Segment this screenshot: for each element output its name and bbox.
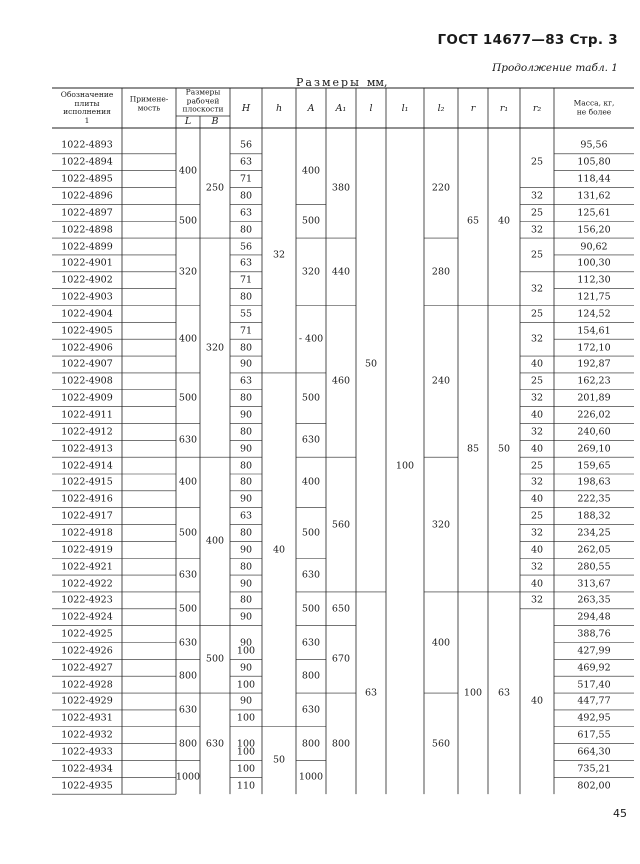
header-applicability: Примене- мость bbox=[129, 94, 169, 112]
merged-A: 1000 bbox=[298, 771, 324, 783]
merged-A: 630 bbox=[301, 704, 321, 716]
row-designation: 1022-4933 bbox=[61, 746, 113, 758]
row-H: 80 bbox=[239, 594, 253, 606]
row-designation: 1022-4899 bbox=[61, 241, 113, 253]
merged-L: 1000 bbox=[175, 771, 201, 783]
merged-A: 630 bbox=[301, 434, 321, 446]
row-designation: 1022-4901 bbox=[61, 257, 113, 269]
row-designation: 1022-4895 bbox=[61, 173, 113, 185]
row-H: 80 bbox=[239, 426, 253, 438]
row-H: 55 bbox=[239, 308, 253, 320]
merged-r1: 50 bbox=[497, 443, 511, 455]
merged-A1: 800 bbox=[331, 738, 351, 750]
row-H: 63 bbox=[239, 257, 253, 269]
row-designation: 1022-4908 bbox=[61, 375, 113, 387]
row-H: 63 bbox=[239, 375, 253, 387]
row-mass: 172,10 bbox=[577, 342, 611, 354]
row-mass: 222,35 bbox=[577, 493, 611, 505]
row-H: 90 bbox=[239, 358, 253, 370]
merged-l2: 240 bbox=[431, 375, 451, 387]
merged-l: 63 bbox=[364, 687, 378, 699]
row-designation: 1022-4912 bbox=[61, 426, 113, 438]
row-mass: 201,89 bbox=[577, 392, 611, 404]
merged-L: 500 bbox=[178, 603, 198, 615]
row-H: 100 bbox=[236, 712, 256, 724]
merged-L: 400 bbox=[178, 165, 198, 177]
row-designation: 1022-4921 bbox=[61, 561, 113, 573]
row-mass: 427,99 bbox=[577, 645, 611, 657]
row-H: 80 bbox=[239, 460, 253, 472]
row-H: 90 bbox=[239, 662, 253, 674]
merged-l: 50 bbox=[364, 358, 378, 370]
row-mass: 118,44 bbox=[577, 173, 611, 185]
row-designation: 1022-4924 bbox=[61, 611, 113, 623]
row-mass: 125,61 bbox=[577, 207, 611, 219]
merged-r2: 40 bbox=[530, 443, 544, 455]
row-H: 80 bbox=[239, 224, 253, 236]
row-designation: 1022-4919 bbox=[61, 544, 113, 556]
header-A1: A₁ bbox=[335, 102, 347, 114]
row-designation: 1022-4897 bbox=[61, 207, 113, 219]
merged-r2: 25 bbox=[530, 510, 544, 522]
merged-r2: 25 bbox=[530, 207, 544, 219]
row-designation: 1022-4915 bbox=[61, 476, 113, 488]
merged-A1: 670 bbox=[331, 653, 351, 665]
merged-H: 100 bbox=[236, 738, 256, 750]
merged-L: 630 bbox=[178, 569, 198, 581]
row-designation: 1022-4913 bbox=[61, 443, 113, 455]
row-mass: 492,95 bbox=[577, 712, 611, 724]
row-designation: 1022-4931 bbox=[61, 712, 113, 724]
merged-h: 50 bbox=[272, 754, 286, 766]
merged-A: 400 bbox=[301, 476, 321, 488]
row-designation: 1022-4909 bbox=[61, 392, 113, 404]
merged-r1: 40 bbox=[497, 215, 511, 227]
merged-A: 500 bbox=[301, 215, 321, 227]
row-designation: 1022-4923 bbox=[61, 594, 113, 606]
row-H: 90 bbox=[239, 611, 253, 623]
row-H: 90 bbox=[239, 443, 253, 455]
merged-r2: 40 bbox=[530, 358, 544, 370]
merged-L: 400 bbox=[178, 333, 198, 345]
row-mass: 388,76 bbox=[577, 628, 611, 640]
row-mass: 156,20 bbox=[577, 224, 611, 236]
row-mass: 447,77 bbox=[577, 695, 611, 707]
merged-A1: 380 bbox=[331, 182, 351, 194]
row-designation: 1022-4894 bbox=[61, 156, 113, 168]
merged-r2: 25 bbox=[530, 249, 544, 261]
row-mass: 469,92 bbox=[577, 662, 611, 674]
merged-A: 500 bbox=[301, 603, 321, 615]
header-l1: l₁ bbox=[401, 102, 409, 114]
merged-r2: 25 bbox=[530, 156, 544, 168]
row-H: 80 bbox=[239, 561, 253, 573]
table-caption: Размеры мм, bbox=[296, 76, 390, 89]
row-H: 80 bbox=[239, 527, 253, 539]
merged-r: 65 bbox=[466, 215, 480, 227]
row-mass: 121,75 bbox=[577, 291, 611, 303]
row-H: 80 bbox=[239, 392, 253, 404]
merged-H: 90 bbox=[239, 637, 253, 648]
merged-B: 400 bbox=[205, 535, 225, 547]
merged-l2: 400 bbox=[431, 637, 451, 648]
row-mass: 664,30 bbox=[577, 746, 611, 758]
row-designation: 1022-4935 bbox=[61, 780, 113, 792]
merged-B: 500 bbox=[205, 653, 225, 665]
row-H: 90 bbox=[239, 409, 253, 421]
row-H: 80 bbox=[239, 476, 253, 488]
merged-r2: 32 bbox=[530, 561, 544, 573]
row-mass: 294,48 bbox=[577, 611, 611, 623]
continuation-label: Продолжение табл. 1 bbox=[492, 62, 618, 74]
row-H: 71 bbox=[239, 173, 253, 185]
merged-r2: 32 bbox=[530, 527, 544, 539]
row-mass: 154,61 bbox=[577, 325, 611, 337]
row-H: 63 bbox=[239, 156, 253, 168]
row-mass: 100,30 bbox=[577, 257, 611, 269]
row-mass: 226,02 bbox=[577, 409, 611, 421]
merged-r2: 32 bbox=[530, 224, 544, 236]
row-H: 100 bbox=[236, 746, 256, 758]
row-mass: 234,25 bbox=[577, 527, 611, 539]
row-designation: 1022-4927 bbox=[61, 662, 113, 674]
merged-L: 500 bbox=[178, 392, 198, 404]
merged-h: 40 bbox=[272, 544, 286, 556]
merged-r2: 32 bbox=[530, 426, 544, 438]
merged-r2: 32 bbox=[530, 594, 544, 606]
row-H: 56 bbox=[239, 139, 253, 151]
merged-r2: 40 bbox=[530, 409, 544, 421]
row-H: 63 bbox=[239, 207, 253, 219]
merged-A1: 560 bbox=[331, 519, 351, 531]
row-designation: 1022-4911 bbox=[61, 409, 113, 421]
merged-A: 630 bbox=[301, 569, 321, 581]
merged-r2: 32 bbox=[530, 476, 544, 488]
merged-L: 630 bbox=[178, 637, 198, 648]
merged-A: 630 bbox=[301, 637, 321, 648]
merged-A: 800 bbox=[301, 670, 321, 682]
row-mass: 802,00 bbox=[577, 780, 611, 792]
row-mass: 90,62 bbox=[580, 241, 608, 253]
row-mass: 313,67 bbox=[577, 578, 611, 590]
merged-h: 32 bbox=[272, 249, 286, 261]
row-designation: 1022-4917 bbox=[61, 510, 113, 522]
merged-r2: 40 bbox=[530, 578, 544, 590]
merged-B: 320 bbox=[205, 342, 225, 354]
header-L: L bbox=[184, 115, 192, 127]
merged-l2: 320 bbox=[431, 519, 451, 531]
header-r1: r₁ bbox=[499, 102, 509, 114]
merged-l2: 220 bbox=[431, 182, 451, 194]
page-number: 45 bbox=[613, 807, 627, 820]
merged-L: 800 bbox=[178, 670, 198, 682]
merged-r2: 32 bbox=[530, 392, 544, 404]
row-H: 90 bbox=[239, 493, 253, 505]
row-H: 90 bbox=[239, 695, 253, 707]
row-H: 80 bbox=[239, 291, 253, 303]
merged-A1: 650 bbox=[331, 603, 351, 615]
merged-L: 630 bbox=[178, 704, 198, 716]
merged-r2: 40 bbox=[530, 544, 544, 556]
row-mass: 124,52 bbox=[577, 308, 611, 320]
row-H: 100 bbox=[236, 679, 256, 691]
merged-r: 100 bbox=[463, 687, 483, 699]
row-mass: 263,35 bbox=[577, 594, 611, 606]
header-l2: l₂ bbox=[437, 102, 445, 114]
row-designation: 1022-4916 bbox=[61, 493, 113, 505]
row-mass: 269,10 bbox=[577, 443, 611, 455]
row-designation: 1022-4893 bbox=[61, 139, 113, 151]
table-units: мм bbox=[366, 76, 384, 89]
row-designation: 1022-4918 bbox=[61, 527, 113, 539]
row-mass: 280,55 bbox=[577, 561, 611, 573]
row-mass: 192,87 bbox=[577, 358, 611, 370]
header-A: A bbox=[307, 102, 315, 114]
row-H: 90 bbox=[239, 578, 253, 590]
row-mass: 198,63 bbox=[577, 476, 611, 488]
merged-l1: 100 bbox=[395, 460, 415, 472]
row-designation: 1022-4904 bbox=[61, 308, 113, 320]
row-mass: 131,62 bbox=[577, 190, 611, 202]
merged-r2: 40 bbox=[530, 695, 544, 707]
merged-A: 500 bbox=[301, 392, 321, 404]
row-designation: 1022-4926 bbox=[61, 645, 113, 657]
merged-A: 320 bbox=[301, 266, 321, 278]
merged-L: 500 bbox=[178, 527, 198, 539]
row-H: 56 bbox=[239, 241, 253, 253]
merged-r1: 63 bbox=[497, 687, 511, 699]
row-designation: 1022-4906 bbox=[61, 342, 113, 354]
row-designation: 1022-4934 bbox=[61, 763, 113, 775]
row-designation: 1022-4902 bbox=[61, 274, 113, 286]
row-H: 80 bbox=[239, 342, 253, 354]
row-designation: 1022-4922 bbox=[61, 578, 113, 590]
merged-A1: 440 bbox=[331, 266, 351, 278]
row-designation: 1022-4896 bbox=[61, 190, 113, 202]
merged-r2: 25 bbox=[530, 460, 544, 472]
row-mass: 735,21 bbox=[577, 763, 611, 775]
row-mass: 95,56 bbox=[580, 139, 608, 151]
row-mass: 262,05 bbox=[577, 544, 611, 556]
header-designation: Обозначение плиты исполнения 1 bbox=[60, 90, 114, 125]
merged-L: 400 bbox=[178, 476, 198, 488]
merged-A: 400 bbox=[301, 165, 321, 177]
merged-A: 800 bbox=[301, 738, 321, 750]
row-H: 100 bbox=[236, 763, 256, 775]
merged-r2: 32 bbox=[530, 333, 544, 345]
merged-r2: 25 bbox=[530, 375, 544, 387]
row-designation: 1022-4905 bbox=[61, 325, 113, 337]
merged-A1: 460 bbox=[331, 375, 351, 387]
row-mass: 617,55 bbox=[577, 729, 611, 741]
merged-r: 85 bbox=[466, 443, 480, 455]
header-plate-dims: Размеры рабочей плоскости bbox=[182, 87, 224, 114]
table-caption-text: Размеры bbox=[296, 76, 361, 89]
row-designation: 1022-4898 bbox=[61, 224, 113, 236]
row-H: 71 bbox=[239, 274, 253, 286]
merged-r2: 40 bbox=[530, 493, 544, 505]
row-mass: 517,40 bbox=[577, 679, 611, 691]
row-H: 63 bbox=[239, 510, 253, 522]
merged-l2: 280 bbox=[431, 266, 451, 278]
row-mass: 162,23 bbox=[577, 375, 611, 387]
merged-A: - 400 bbox=[298, 333, 324, 345]
row-designation: 1022-4907 bbox=[61, 358, 113, 370]
header-H: H bbox=[241, 102, 251, 114]
header-r: r bbox=[470, 102, 476, 114]
row-H: 100 bbox=[236, 645, 256, 657]
row-mass: 112,30 bbox=[577, 274, 611, 286]
merged-L: 630 bbox=[178, 434, 198, 446]
row-designation: 1022-4914 bbox=[61, 460, 113, 472]
row-mass: 188,32 bbox=[577, 510, 611, 522]
row-H: 71 bbox=[239, 325, 253, 337]
row-designation: 1022-4929 bbox=[61, 695, 113, 707]
row-mass: 159,65 bbox=[577, 460, 611, 472]
merged-L: 800 bbox=[178, 738, 198, 750]
row-mass: 105,80 bbox=[577, 156, 611, 168]
merged-L: 320 bbox=[178, 266, 198, 278]
merged-l2: 560 bbox=[431, 738, 451, 750]
merged-L: 500 bbox=[178, 215, 198, 227]
row-H: 80 bbox=[239, 190, 253, 202]
row-designation: 1022-4932 bbox=[61, 729, 113, 741]
header-r2: r₂ bbox=[532, 102, 542, 114]
row-H: 90 bbox=[239, 544, 253, 556]
merged-r2: 32 bbox=[530, 190, 544, 202]
row-H: 110 bbox=[236, 780, 256, 792]
header-h: h bbox=[275, 102, 283, 114]
merged-r2: 32 bbox=[530, 283, 544, 295]
merged-A: 500 bbox=[301, 527, 321, 539]
row-designation: 1022-4903 bbox=[61, 291, 113, 303]
header-l: l bbox=[369, 102, 373, 114]
row-mass: 240,60 bbox=[577, 426, 611, 438]
header-B: B bbox=[211, 115, 219, 127]
merged-r2: 25 bbox=[530, 308, 544, 320]
row-designation: 1022-4925 bbox=[61, 628, 113, 640]
row-designation: 1022-4928 bbox=[61, 679, 113, 691]
merged-B: 630 bbox=[205, 738, 225, 750]
merged-B: 250 bbox=[205, 182, 225, 194]
header-mass: Масса, кг, не более bbox=[573, 98, 615, 116]
page-header: ГОСТ 14677—83 Стр. 3 bbox=[437, 32, 618, 48]
